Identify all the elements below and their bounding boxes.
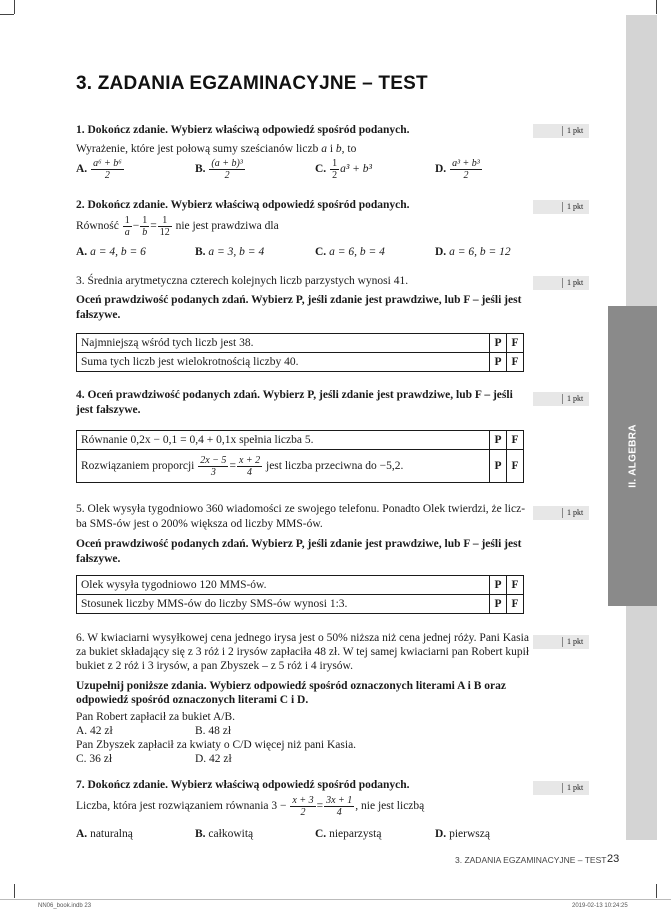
- true-option[interactable]: P: [490, 595, 507, 614]
- false-option[interactable]: F: [507, 576, 524, 595]
- statement-cell: Równanie 0,2x − 0,1 = 0,4 + 0,1x spełnia liczba 5.: [77, 431, 490, 450]
- print-divider: [0, 899, 671, 900]
- true-option[interactable]: P: [490, 450, 507, 483]
- q5-stem-line1: 5. Olek wysyła tygodniowo 360 wiadomości ze swojego telefonu. Ponadto Olek twierdzi, że licz-: [76, 503, 526, 515]
- q6-sentence1: Pan Robert zapłacił za bukiet A/B.: [76, 711, 236, 723]
- q3-points-box: 1 pkt: [533, 276, 589, 290]
- q6-option-a[interactable]: A. 42 zł: [76, 725, 113, 737]
- q6-sentence2: Pan Zbyszek zapłacił za kwiaty o C/D więcej niż pani Kasia.: [76, 739, 357, 751]
- q1-option-b[interactable]: B. $\frac{\text{(a + b)³}}{2}$: [195, 158, 243, 181]
- q2-points-box: 1 pkt: [533, 200, 589, 214]
- statement-cell: Olek wysyła tygodniowo 120 MMS-ów.: [77, 576, 490, 595]
- q4-points-box: 1 pkt: [533, 392, 589, 406]
- false-option[interactable]: F: [507, 450, 524, 483]
- q7-points-box: 1 pkt: [533, 781, 589, 795]
- crop-mark-bottom-left: [14, 884, 15, 898]
- q7-prompt: 7. Dokończ zdanie. Wybierz właściwą odpowiedź spośród podanych.: [76, 779, 410, 791]
- crop-mark-top-left-h: [0, 14, 14, 15]
- q3-tf-table: [76, 333, 524, 372]
- q6-stem-line2: za bukiet składający się z 3 róż i 2 irysów zapłaciła 48 zł. W tej samej kwiaciarni pan Robert kupił: [76, 646, 530, 658]
- footer-section-title: 3. ZADANIA EGZAMINACYJNE – TEST: [455, 855, 607, 865]
- table-row: [77, 595, 524, 614]
- statement-cell: Najmniejszą wśród tych liczb jest 38.: [77, 334, 490, 353]
- q5-tf-table: [76, 575, 524, 614]
- statement-cell: Suma tych liczb jest wielokrotnością liczby 40.: [77, 353, 490, 372]
- q5-stem-line2: ba SMS-ów jest o 200% większa od liczby MMS-ów.: [76, 518, 323, 530]
- q2-prompt: 2. Dokończ zdanie. Wybierz właściwą odpowiedź spośród podanych.: [76, 199, 410, 211]
- table-row: [77, 576, 524, 595]
- q5-instruction-line1: Oceń prawdziwość podanych zdań. Wybierz P, jeśli zdanie jest prawdziwe, lub F – jeśli jest: [76, 538, 522, 550]
- q4-instruction-line2: jest fałszywe.: [76, 404, 141, 416]
- q6-option-d[interactable]: D. 42 zł: [195, 753, 232, 765]
- q3-instruction-line2: fałszywe.: [76, 309, 121, 321]
- true-option[interactable]: P: [490, 431, 507, 450]
- section-side-tab: [608, 306, 657, 606]
- q6-points-box: 1 pkt: [533, 635, 589, 649]
- q1-points-box: 1 pkt: [533, 124, 589, 138]
- table-row: [77, 450, 524, 483]
- q3-instruction-line1: Oceń prawdziwość podanych zdań. Wybierz P, jeśli zdanie jest prawdziwe, lub F – jeśli jest: [76, 294, 522, 306]
- q7-option-a[interactable]: A. naturalną: [76, 828, 133, 840]
- side-tab-label: II. ALGEBRA: [627, 424, 638, 488]
- table-row: [77, 431, 524, 450]
- q3-stem: 3. Średnia arytmetyczna czterech kolejnych liczb parzystych wynosi 41.: [76, 275, 409, 287]
- false-option[interactable]: F: [507, 334, 524, 353]
- q2-option-d[interactable]: D. a = 6, b = 12: [435, 246, 511, 258]
- false-option[interactable]: F: [507, 431, 524, 450]
- q7-option-c[interactable]: C. nieparzystą: [315, 828, 382, 840]
- q6-stem-line1: 6. W kwiaciarni wysyłkowej cena jednego irysa jest o 50% niższa niż cena jednej róży. Pani Kasia: [76, 632, 529, 644]
- false-option[interactable]: F: [507, 595, 524, 614]
- q7-option-d[interactable]: D. pierwszą: [435, 828, 490, 840]
- crop-mark-top-left: [14, 0, 15, 14]
- true-option[interactable]: P: [490, 353, 507, 372]
- false-option[interactable]: F: [507, 353, 524, 372]
- true-option[interactable]: P: [490, 576, 507, 595]
- true-option[interactable]: P: [490, 334, 507, 353]
- q1-stem: Wyrażenie, które jest połową sumy sześcianów liczb a i b, to: [76, 143, 357, 155]
- statement-cell: Stosunek liczby MMS-ów do liczby SMS-ów wynosi 1:3.: [77, 595, 490, 614]
- q2-option-c[interactable]: C. a = 6, b = 4: [315, 246, 385, 258]
- q6-stem-line3: bukiet z 2 róż i 3 irysów, a pan Zbyszek – z 5 róż i 4 irysów.: [76, 660, 353, 672]
- q6-instruction-line2: odpowiedź spośród oznaczonych literami C i D.: [76, 694, 309, 706]
- statement-cell: Rozwiązaniem proporcji $\frac{2x - 5}{3}$ = $\frac{x + 2}{4}$ jest liczba przeciwna do −5,2.: [77, 450, 490, 483]
- q7-option-b[interactable]: B. całkowitą: [195, 828, 254, 840]
- q6-option-b[interactable]: B. 48 zł: [195, 725, 232, 737]
- page-title: 3. ZADANIA EGZAMINACYJNE – TEST: [76, 73, 428, 94]
- q1-option-d[interactable]: D. $\frac{\text{a³ + b³}}{2}$: [435, 158, 480, 181]
- q7-stem: Liczba, która jest rozwiązaniem równania 3 − $\frac{x + 3}{2}$ = $\frac{3x + 1}{4}$ , nie jest liczbą: [76, 795, 425, 818]
- table-row: [77, 334, 524, 353]
- q4-instruction-line1: 4. Oceń prawdziwość podanych zdań. Wybierz P, jeśli zdanie jest prawdziwe, lub F – jeśli: [76, 389, 513, 401]
- q1-option-a[interactable]: A. $\frac{\text{a⁶ + b⁶}}{2}$: [76, 158, 122, 181]
- page-number: 23: [607, 853, 620, 865]
- q6-option-c[interactable]: C. 36 zł: [76, 753, 113, 765]
- q5-points-box: 1 pkt: [533, 506, 589, 520]
- q6-instruction-line1: Uzupełnij poniższe zdania. Wybierz odpowiedź spośród oznaczonych literami A i B oraz: [76, 680, 506, 692]
- crop-mark-bottom-right: [656, 884, 657, 898]
- q2-option-a[interactable]: A. a = 4, b = 6: [76, 246, 146, 258]
- q5-instruction-line2: fałszywe.: [76, 553, 121, 565]
- table-row: [77, 353, 524, 372]
- q2-stem: Równość $\frac{1}{a}$ − $\frac{1}{b}$ = $\frac{1}{12}$ nie jest prawdziwa dla: [76, 215, 279, 238]
- print-timestamp: 2019-02-13 10:24:25: [572, 903, 628, 909]
- print-file-info: NN06_book.indb 23: [38, 903, 92, 909]
- q1-option-c[interactable]: C. $\frac{1}{2}$ a³ + b³: [315, 158, 372, 181]
- crop-mark-top-right: [656, 0, 657, 14]
- q2-option-b[interactable]: B. a = 3, b = 4: [195, 246, 265, 258]
- q4-tf-table: [76, 430, 524, 483]
- q1-prompt: 1. Dokończ zdanie. Wybierz właściwą odpowiedź spośród podanych.: [76, 124, 410, 136]
